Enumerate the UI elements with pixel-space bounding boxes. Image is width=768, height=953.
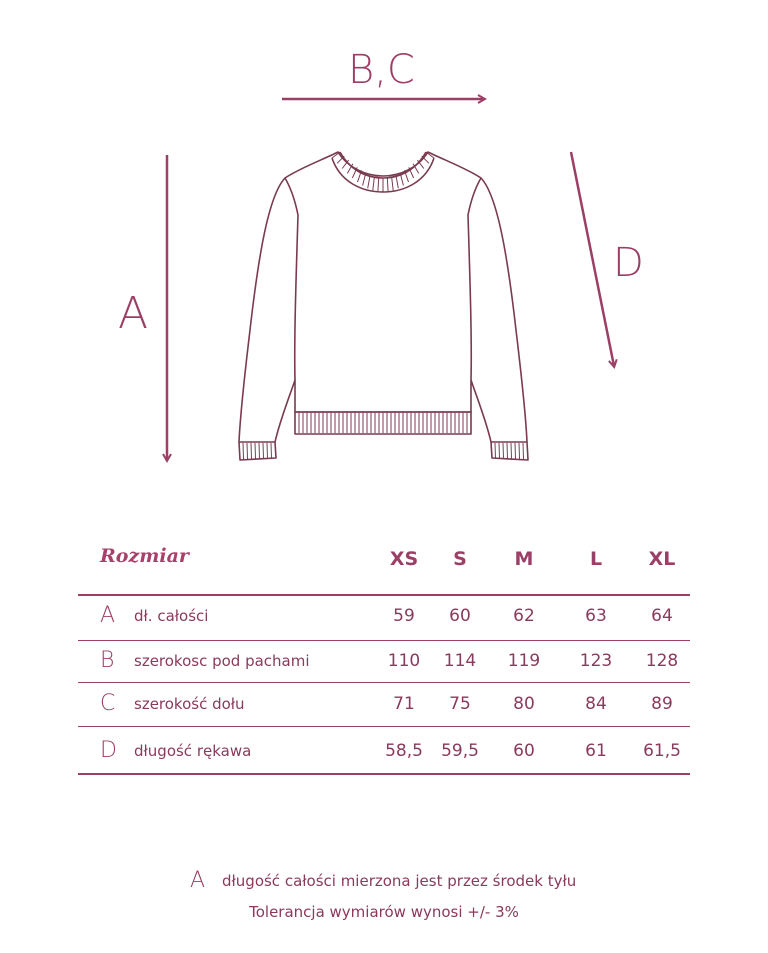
value-m: 62 [513, 606, 535, 626]
row-label: szerokość dołu [134, 695, 245, 713]
value-m: 60 [513, 741, 535, 761]
row-letter: C [100, 691, 116, 716]
dimension-label-d: D [613, 240, 644, 286]
row-letter: B [100, 648, 115, 673]
value-xs: 71 [393, 694, 415, 714]
size-header-label: Rozmiar [100, 545, 189, 567]
value-xl: 61,5 [643, 741, 681, 761]
value-s: 114 [443, 651, 477, 671]
dimension-label-bc: B,C [348, 47, 415, 93]
size-header-m: M [514, 548, 534, 570]
table-rule [78, 640, 690, 641]
row-letter: D [100, 738, 117, 763]
note-letter: A [190, 868, 206, 893]
arrow-d [571, 152, 614, 366]
dimension-label-a: A [118, 288, 149, 339]
size-header-l: L [589, 548, 603, 570]
value-xs: 59 [393, 606, 415, 626]
table-rule [78, 682, 690, 683]
table-row [0, 691, 768, 731]
table-row [0, 738, 768, 778]
value-m: 80 [513, 694, 535, 714]
table-row [0, 603, 768, 643]
row-label: szerokosc pod pachami [134, 652, 310, 670]
value-l: 84 [585, 694, 607, 714]
table-rule-bottom [78, 773, 690, 775]
note-measurement: długość całości mierzona jest przez środek tyłu [222, 872, 577, 890]
value-xs: 110 [387, 651, 421, 671]
value-l: 63 [585, 606, 607, 626]
table-rule-top [78, 594, 690, 596]
table-rule [78, 726, 690, 727]
size-header-xl: XL [648, 548, 676, 570]
row-letter: A [100, 603, 116, 628]
value-s: 60 [449, 606, 471, 626]
value-xs: 58,5 [385, 741, 423, 761]
size-header-xs: XS [389, 548, 419, 570]
value-m: 119 [507, 651, 541, 671]
value-xl: 128 [645, 651, 679, 671]
value-s: 59,5 [441, 741, 479, 761]
value-xl: 89 [651, 694, 673, 714]
value-l: 61 [585, 741, 607, 761]
note-tolerance: Tolerancja wymiarów wynosi +/- 3% [249, 903, 519, 921]
size-header-s: S [453, 548, 467, 570]
value-s: 75 [449, 694, 471, 714]
row-label: długość rękawa [134, 742, 252, 760]
value-l: 123 [579, 651, 613, 671]
row-label: dł. całości [134, 607, 209, 625]
value-xl: 64 [651, 606, 673, 626]
